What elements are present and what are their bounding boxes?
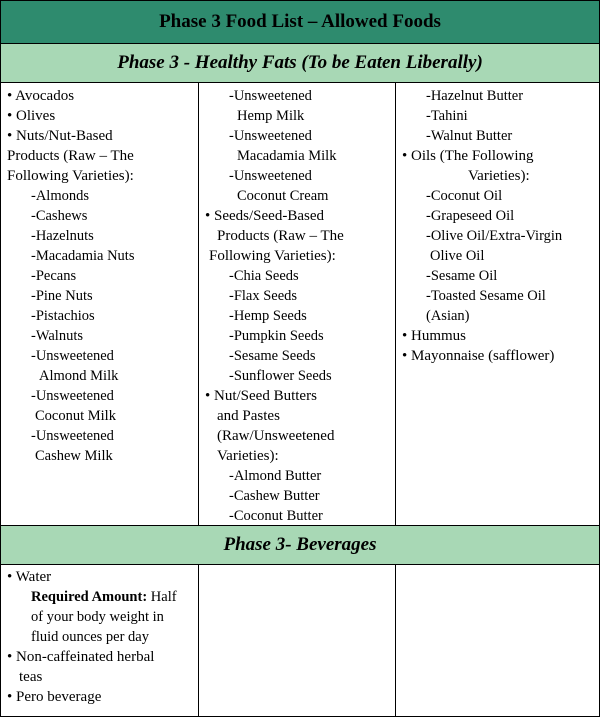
- sub-item: -Flax Seeds: [229, 288, 298, 304]
- sub-item: -Sesame Seeds: [229, 348, 316, 364]
- list-item: • Olives: [7, 108, 56, 124]
- fats-column-1: [1, 83, 199, 525]
- sub-item-continuation: Almond Milk: [39, 368, 119, 384]
- list-item-continuation: Varieties):: [217, 448, 279, 464]
- sub-item: -Grapeseed Oil: [426, 208, 515, 224]
- list-item-water: • Water: [7, 569, 52, 585]
- sub-item-continuation: Coconut Cream: [237, 188, 329, 204]
- beverages-column-1: [1, 565, 199, 717]
- list-item-pero: • Pero beverage: [7, 689, 102, 705]
- fats-column-3: [396, 83, 599, 525]
- sub-item: -Chia Seeds: [229, 268, 299, 284]
- sub-item: -Pine Nuts: [31, 288, 93, 304]
- sub-item: -Almond Butter: [229, 468, 322, 484]
- list-item-continuation: Products (Raw – The: [7, 148, 134, 164]
- sub-item: -Macadamia Nuts: [31, 248, 135, 264]
- sub-item: -Unsweetened: [31, 388, 114, 404]
- sub-item: -Unsweetened: [31, 428, 114, 444]
- list-item-continuation: and Pastes: [217, 408, 280, 424]
- sub-item-continuation: Coconut Milk: [35, 408, 116, 424]
- list-item-continuation: Products (Raw – The: [217, 228, 344, 244]
- sub-item-continuation: Hemp Milk: [237, 108, 305, 124]
- required-amount-continuation: of your body weight in: [31, 609, 164, 625]
- sub-item: -Coconut Oil: [426, 188, 503, 204]
- fats-column-2: [199, 83, 396, 525]
- list-item: • Avocados: [7, 88, 75, 104]
- sub-item: -Pumpkin Seeds: [229, 328, 324, 344]
- sub-item: -Cashews: [31, 208, 88, 224]
- list-item-continuation: Following Varieties):: [7, 168, 134, 184]
- sub-item: -Pistachios: [31, 308, 95, 324]
- list-item: • Seeds/Seed-Based: [205, 208, 324, 224]
- section-heading-healthy-fats: Phase 3 - Healthy Fats (To be Eaten Liberally): [1, 44, 599, 83]
- sub-item-continuation: Cashew Milk: [35, 448, 113, 464]
- section-heading-beverages: Phase 3- Beverages: [1, 525, 599, 565]
- page-title: Phase 3 Food List – Allowed Foods: [1, 1, 599, 44]
- list-item-continuation: Varieties):: [468, 168, 530, 184]
- sub-item: -Unsweetened: [31, 348, 114, 364]
- list-item: • Nut/Seed Butters: [205, 388, 317, 404]
- list-item-continuation: (Raw/Unsweetened: [217, 428, 335, 444]
- required-amount-continuation: fluid ounces per day: [31, 629, 149, 645]
- sub-item: -Almonds: [31, 188, 89, 204]
- list-item-continuation: teas: [19, 669, 43, 685]
- sub-item: -Tahini: [426, 108, 468, 124]
- sub-item: -Unsweetened: [229, 128, 312, 144]
- sub-item-continuation: (Asian): [426, 308, 470, 324]
- sub-item: -Cashew Butter: [229, 488, 320, 504]
- required-amount-line: [7, 587, 194, 607]
- healthy-fats-row: [1, 83, 599, 526]
- beverages-row: [1, 565, 599, 717]
- sub-item: -Walnuts: [31, 328, 83, 344]
- sub-item-continuation: Macadamia Milk: [237, 148, 337, 164]
- list-item: • Hummus: [402, 328, 467, 344]
- list-item-continuation: Following Varieties):: [209, 248, 336, 264]
- sub-item-continuation: Olive Oil: [430, 248, 485, 264]
- list-item: • Nuts/Nut-Based: [7, 128, 113, 144]
- sub-item: -Sesame Oil: [426, 268, 498, 284]
- sub-item: -Toasted Sesame Oil: [426, 288, 546, 304]
- beverages-column-2: [199, 565, 396, 717]
- list-item: • Mayonnaise (safflower): [402, 348, 555, 364]
- sub-item: -Hemp Seeds: [229, 308, 307, 324]
- sub-item: -Unsweetened: [229, 168, 312, 184]
- required-amount-text: Half: [147, 589, 177, 605]
- beverages-column-3: [396, 565, 599, 717]
- sub-item: -Hazelnuts: [31, 228, 94, 244]
- sub-item: -Sunflower Seeds: [229, 368, 332, 384]
- sub-item: -Olive Oil/Extra-Virgin: [426, 228, 563, 244]
- sub-item: -Hazelnut Butter: [426, 88, 524, 104]
- required-amount-label: Required Amount:: [31, 589, 148, 605]
- sub-item: -Unsweetened: [229, 88, 312, 104]
- sub-item: -Coconut Butter: [229, 508, 323, 524]
- list-item-herbal-teas: • Non-caffeinated herbal: [7, 649, 155, 665]
- sub-item: -Walnut Butter: [426, 128, 513, 144]
- sub-item: -Pecans: [31, 268, 77, 284]
- list-item: • Oils (The Following: [402, 148, 534, 164]
